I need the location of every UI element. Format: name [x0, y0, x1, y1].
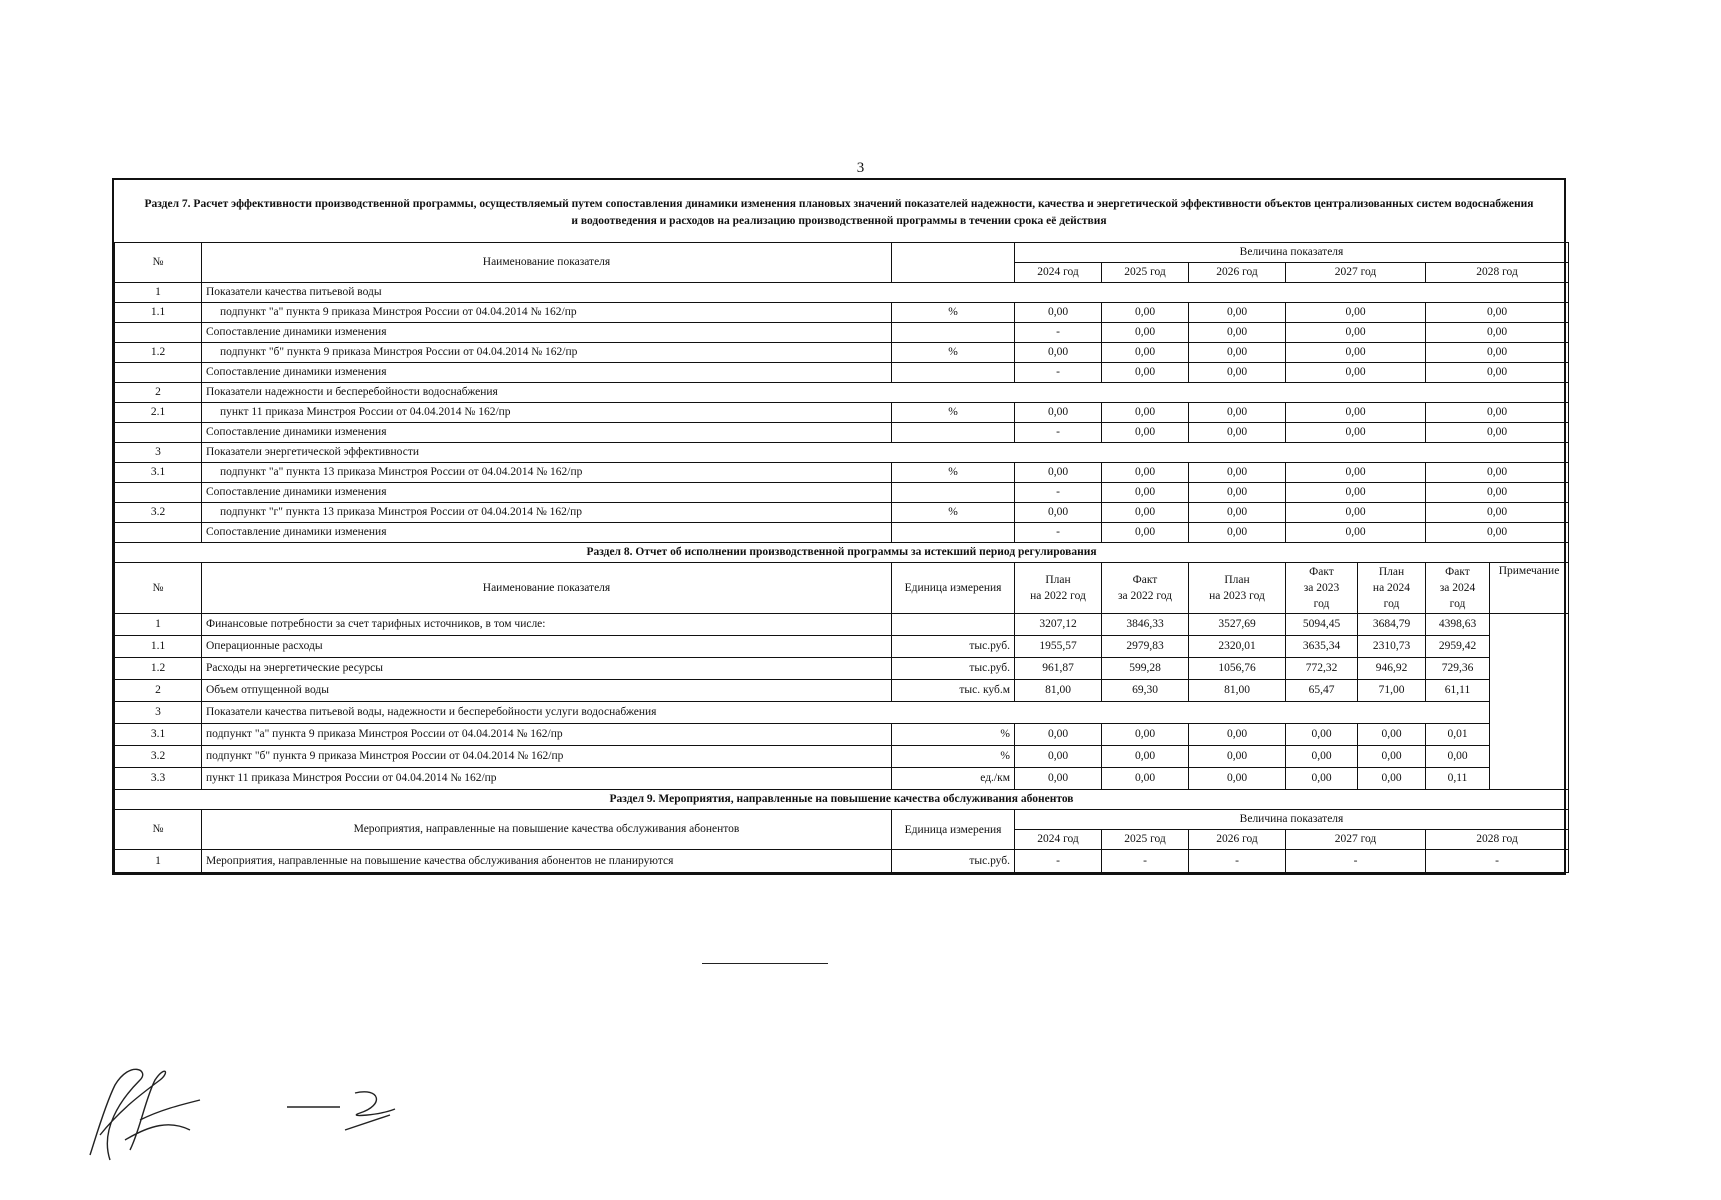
value-cell: 3684,79	[1358, 614, 1426, 636]
indicator-name: Сопоставление динамики изменения	[202, 483, 892, 503]
value-cell: 0,00	[1189, 746, 1286, 768]
year-header: 2024 год	[1015, 830, 1102, 850]
section9-header-row	[115, 810, 1569, 830]
value-cell: 772,32	[1286, 658, 1358, 680]
unit-cell	[892, 423, 1015, 443]
value-cell: 0,00	[1015, 503, 1102, 523]
indicator-name: пункт 11 приказа Минстроя России от 04.04.2014 № 162/пр	[202, 403, 892, 423]
section8-title: Раздел 8. Отчет об исполнении производственной программы за истекший период регулирования	[115, 543, 1569, 563]
group-name: Показатели энергетической эффективности	[202, 443, 1569, 463]
row-number: 1	[115, 850, 202, 873]
row-number: 3	[115, 702, 202, 724]
value-cell: 0,00	[1189, 343, 1286, 363]
unit-cell: тыс.руб.	[892, 636, 1015, 658]
group-name: Показатели качества питьевой воды	[202, 283, 1569, 303]
value-cell: -	[1015, 323, 1102, 343]
value-cell: 0,00	[1189, 768, 1286, 790]
row-number	[115, 323, 202, 343]
section9-title: Раздел 9. Мероприятия, направленные на повышение качества обслуживания абонентов	[115, 790, 1569, 810]
value-cell: 5094,45	[1286, 614, 1358, 636]
table-row	[115, 443, 1569, 463]
year-header: 2027 год	[1286, 263, 1426, 283]
indicator-name: подпункт "а" пункта 13 приказа Минстроя России от 04.04.2014 № 162/пр	[202, 463, 892, 483]
unit-cell: %	[892, 403, 1015, 423]
indicator-name: Сопоставление динамики изменения	[202, 323, 892, 343]
value-cell: 0,00	[1426, 343, 1569, 363]
value-cell: -	[1015, 850, 1102, 873]
value-cell: 0,00	[1189, 523, 1286, 543]
value-cell: 0,00	[1102, 303, 1189, 323]
table-row	[115, 363, 1569, 383]
row-number	[115, 523, 202, 543]
year-header: 2028 год	[1426, 830, 1569, 850]
table-row	[115, 658, 1569, 680]
column-header-no: №	[115, 563, 202, 614]
value-cell: 69,30	[1102, 680, 1189, 702]
column-header-no: №	[115, 810, 202, 850]
period-header: План на 2023 год	[1189, 563, 1286, 614]
value-cell: -	[1286, 850, 1426, 873]
unit-cell	[892, 614, 1015, 636]
value-cell: 0,00	[1015, 724, 1102, 746]
value-cell: 4398,63	[1426, 614, 1490, 636]
value-cell: 2959,42	[1426, 636, 1490, 658]
table-row	[115, 403, 1569, 423]
year-header: 2025 год	[1102, 830, 1189, 850]
column-header-unit	[892, 243, 1015, 283]
separator-line	[702, 963, 828, 964]
value-cell: -	[1015, 483, 1102, 503]
value-cell: 61,11	[1426, 680, 1490, 702]
value-cell: 0,00	[1426, 303, 1569, 323]
value-cell: 0,00	[1189, 303, 1286, 323]
value-cell: 0,00	[1286, 323, 1426, 343]
value-cell: 0,00	[1426, 423, 1569, 443]
value-cell: 0,00	[1102, 724, 1189, 746]
value-cell: 3846,33	[1102, 614, 1189, 636]
indicator-name: Сопоставление динамики изменения	[202, 363, 892, 383]
unit-cell	[892, 523, 1015, 543]
value-cell: 0,00	[1426, 323, 1569, 343]
value-cell: 0,00	[1015, 403, 1102, 423]
table-row	[115, 463, 1569, 483]
value-cell: 0,00	[1286, 423, 1426, 443]
value-cell: 0,00	[1426, 363, 1569, 383]
value-cell: 946,92	[1358, 658, 1426, 680]
value-cell: 0,00	[1426, 746, 1490, 768]
value-cell: 0,00	[1015, 463, 1102, 483]
unit-cell	[892, 323, 1015, 343]
row-number: 2.1	[115, 403, 202, 423]
table-row	[115, 423, 1569, 443]
value-cell: 0,01	[1426, 724, 1490, 746]
value-cell: 0,00	[1189, 323, 1286, 343]
value-cell: -	[1189, 850, 1286, 873]
indicator-name: Объем отпущенной воды	[202, 680, 892, 702]
row-number: 1	[115, 283, 202, 303]
table-row	[115, 383, 1569, 403]
section8-header-row	[115, 563, 1569, 614]
value-cell: 0,00	[1102, 503, 1189, 523]
value-cell: 0,00	[1286, 463, 1426, 483]
table-row	[115, 850, 1569, 873]
value-cell: 0,00	[1102, 746, 1189, 768]
value-cell: -	[1015, 523, 1102, 543]
unit-cell: %	[892, 303, 1015, 323]
value-cell: 0,00	[1426, 483, 1569, 503]
value-cell: 0,00	[1189, 724, 1286, 746]
activity-name: Мероприятия, направленные на повышение качества обслуживания абонентов не планируются	[202, 850, 892, 873]
year-header: 2025 год	[1102, 263, 1189, 283]
indicator-name: Сопоставление динамики изменения	[202, 523, 892, 543]
row-number: 3.1	[115, 463, 202, 483]
value-cell: -	[1015, 363, 1102, 383]
period-header: Факт за 2024 год	[1426, 563, 1490, 614]
value-cell: 0,11	[1426, 768, 1490, 790]
value-cell: 0,00	[1286, 303, 1426, 323]
section7-title: Раздел 7. Расчет эффективности производственной программы, осуществляемый путем сопоставления динамики изменения плановых значений показателей надежности, качества и энергетической эффективности объектов централизованных систем водоснабжения и водоотведения и расходов на реализацию производственной программы в течении срока её действия	[144, 198, 1534, 227]
value-cell: 0,00	[1189, 483, 1286, 503]
row-number: 3.1	[115, 724, 202, 746]
table-row	[115, 483, 1569, 503]
value-cell: 0,00	[1102, 403, 1189, 423]
row-number: 2	[115, 383, 202, 403]
value-cell: -	[1102, 850, 1189, 873]
row-number: 3	[115, 443, 202, 463]
value-cell: 0,00	[1102, 768, 1189, 790]
unit-cell: %	[892, 463, 1015, 483]
value-cell: 0,00	[1286, 483, 1426, 503]
row-number: 2	[115, 680, 202, 702]
table-row	[115, 702, 1569, 724]
column-header-no: №	[115, 243, 202, 283]
value-cell: 0,00	[1189, 363, 1286, 383]
value-cell: 0,00	[1102, 463, 1189, 483]
signature-mark-2	[285, 1085, 405, 1145]
value-cell: 0,00	[1015, 343, 1102, 363]
table-row	[115, 746, 1569, 768]
value-cell: 0,00	[1189, 403, 1286, 423]
unit-cell: ед./км	[892, 768, 1015, 790]
table-row	[115, 614, 1569, 636]
column-header-unit: Единица измерения	[892, 563, 1015, 614]
value-cell: 961,87	[1015, 658, 1102, 680]
unit-cell: тыс. куб.м	[892, 680, 1015, 702]
period-header: План на 2024 год	[1358, 563, 1426, 614]
unit-cell	[892, 483, 1015, 503]
table-row	[115, 343, 1569, 363]
row-number: 1.2	[115, 658, 202, 680]
value-cell: 0,00	[1358, 746, 1426, 768]
table-row	[115, 283, 1569, 303]
value-cell: 81,00	[1015, 680, 1102, 702]
value-cell: 2320,01	[1189, 636, 1286, 658]
value-cell: 0,00	[1286, 768, 1358, 790]
row-number: 3.3	[115, 768, 202, 790]
row-number: 1	[115, 614, 202, 636]
value-cell: 2979,83	[1102, 636, 1189, 658]
value-cell: 0,00	[1426, 503, 1569, 523]
value-cell: 0,00	[1286, 403, 1426, 423]
document-sheet	[112, 178, 1566, 875]
value-cell: 0,00	[1426, 403, 1569, 423]
year-header: 2026 год	[1189, 263, 1286, 283]
value-cell: 0,00	[1102, 323, 1189, 343]
period-header: Факт за 2022 год	[1102, 563, 1189, 614]
value-cell: 3207,12	[1015, 614, 1102, 636]
row-number	[115, 483, 202, 503]
value-cell: 0,00	[1358, 724, 1426, 746]
year-header: 2026 год	[1189, 830, 1286, 850]
indicator-name: подпункт "г" пункта 13 приказа Минстроя России от 04.04.2014 № 162/пр	[202, 503, 892, 523]
value-cell: 3635,34	[1286, 636, 1358, 658]
table-row	[115, 503, 1569, 523]
value-cell: 65,47	[1286, 680, 1358, 702]
unit-cell	[892, 363, 1015, 383]
column-header-name: Наименование показателя	[202, 563, 892, 614]
value-cell: 0,00	[1286, 523, 1426, 543]
value-cell: 81,00	[1189, 680, 1286, 702]
value-cell: 0,00	[1286, 343, 1426, 363]
indicator-name: Сопоставление динамики изменения	[202, 423, 892, 443]
column-header-unit: Единица измерения	[892, 810, 1015, 850]
note-cell	[1490, 614, 1569, 790]
value-cell: 0,00	[1426, 463, 1569, 483]
signature-mark	[70, 1040, 220, 1170]
unit-cell: %	[892, 503, 1015, 523]
value-cell: 0,00	[1189, 503, 1286, 523]
value-cell: 0,00	[1015, 303, 1102, 323]
section7-header-row	[115, 243, 1569, 263]
indicator-name: подпункт "б" пункта 9 приказа Минстроя России от 04.04.2014 № 162/пр	[202, 343, 892, 363]
indicator-name: Расходы на энергетические ресурсы	[202, 658, 892, 680]
unit-cell: %	[892, 724, 1015, 746]
row-number: 3.2	[115, 503, 202, 523]
unit-cell: тыс.руб.	[892, 850, 1015, 873]
table-row	[115, 523, 1569, 543]
column-header-name: Мероприятия, направленные на повышение качества обслуживания абонентов	[202, 810, 892, 850]
value-cell: 0,00	[1015, 768, 1102, 790]
row-number: 3.2	[115, 746, 202, 768]
table-row	[115, 323, 1569, 343]
row-number	[115, 363, 202, 383]
table-row	[115, 680, 1569, 702]
value-cell: 0,00	[1102, 343, 1189, 363]
unit-cell: тыс.руб.	[892, 658, 1015, 680]
value-cell: 0,00	[1189, 423, 1286, 443]
column-header-value: Величина показателя	[1015, 243, 1569, 263]
section9-title-row	[115, 790, 1569, 810]
value-cell: -	[1015, 423, 1102, 443]
value-cell: 0,00	[1015, 746, 1102, 768]
page-number: 3	[856, 160, 865, 176]
value-cell: 2310,73	[1358, 636, 1426, 658]
value-cell: 3527,69	[1189, 614, 1286, 636]
row-number: 1.1	[115, 636, 202, 658]
value-cell: 0,00	[1102, 363, 1189, 383]
value-cell: 0,00	[1426, 523, 1569, 543]
value-cell: 0,00	[1358, 768, 1426, 790]
indicator-name: подпункт "а" пункта 9 приказа Минстроя России от 04.04.2014 № 162/пр	[202, 724, 892, 746]
value-cell: 0,00	[1286, 746, 1358, 768]
value-cell: 0,00	[1286, 724, 1358, 746]
unit-cell: %	[892, 343, 1015, 363]
year-header: 2028 год	[1426, 263, 1569, 283]
indicator-name: подпункт "б" пункта 9 приказа Минстроя России от 04.04.2014 № 162/пр	[202, 746, 892, 768]
value-cell: 599,28	[1102, 658, 1189, 680]
value-cell: 0,00	[1102, 423, 1189, 443]
value-cell: 1955,57	[1015, 636, 1102, 658]
group-name: Показатели надежности и бесперебойности водоснабжения	[202, 383, 1569, 403]
section8-title-row	[115, 543, 1569, 563]
value-cell: 0,00	[1286, 363, 1426, 383]
indicator-name: пункт 11 приказа Минстроя России от 04.04.2014 № 162/пр	[202, 768, 892, 790]
indicator-name: Операционные расходы	[202, 636, 892, 658]
value-cell: 729,36	[1426, 658, 1490, 680]
column-header-note: Примечание	[1490, 563, 1569, 614]
main-table	[114, 242, 1569, 873]
indicator-name: подпункт "а" пункта 9 приказа Минстроя России от 04.04.2014 № 162/пр	[202, 303, 892, 323]
table-row	[115, 636, 1569, 658]
table-row	[115, 303, 1569, 323]
year-header: 2024 год	[1015, 263, 1102, 283]
value-cell: 0,00	[1286, 503, 1426, 523]
unit-cell: %	[892, 746, 1015, 768]
column-header-name: Наименование показателя	[202, 243, 892, 283]
indicator-name: Финансовые потребности за счет тарифных источников, в том числе:	[202, 614, 892, 636]
year-header: 2027 год	[1286, 830, 1426, 850]
value-cell: 1056,76	[1189, 658, 1286, 680]
value-cell: -	[1426, 850, 1569, 873]
group-name: Показатели качества питьевой воды, надежности и бесперебойности услуги водоснабжения	[202, 702, 1490, 724]
row-number	[115, 423, 202, 443]
table-row	[115, 768, 1569, 790]
period-header: План на 2022 год	[1015, 563, 1102, 614]
value-cell: 0,00	[1189, 463, 1286, 483]
row-number: 1.2	[115, 343, 202, 363]
column-header-value: Величина показателя	[1015, 810, 1569, 830]
value-cell: 0,00	[1102, 523, 1189, 543]
table-row	[115, 724, 1569, 746]
row-number: 1.1	[115, 303, 202, 323]
value-cell: 0,00	[1102, 483, 1189, 503]
period-header: Факт за 2023 год	[1286, 563, 1358, 614]
value-cell: 71,00	[1358, 680, 1426, 702]
